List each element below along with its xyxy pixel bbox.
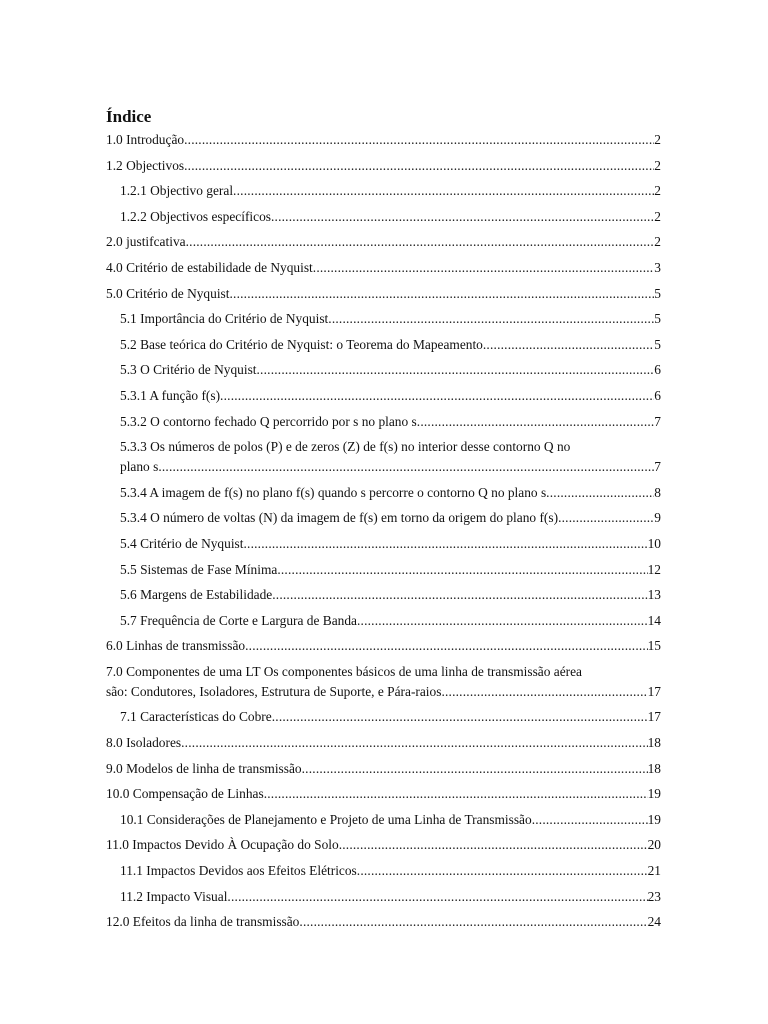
toc-page-number: 12	[647, 561, 661, 577]
toc-dot-leader	[417, 412, 655, 432]
toc-page-number: 13	[647, 587, 661, 603]
document-page	[106, 107, 661, 938]
toc-dot-leader	[233, 181, 654, 201]
toc-page-number: 7	[654, 413, 661, 429]
toc-entry[interactable]	[106, 662, 661, 702]
toc-entry[interactable]	[106, 386, 661, 406]
toc-entry-label: 8.0 Isoladores	[106, 735, 182, 751]
toc-entry-label: 7.1 Características do Cobre	[120, 709, 272, 725]
toc-page-number: 17	[647, 709, 661, 725]
toc-entry[interactable]	[106, 861, 661, 881]
toc-page-number: 17	[647, 683, 661, 699]
toc-page-number: 23	[647, 888, 661, 904]
toc-entry[interactable]	[106, 284, 661, 304]
toc-page-number: 2	[654, 157, 661, 173]
toc-entry[interactable]	[106, 181, 661, 201]
toc-entry[interactable]	[106, 258, 661, 278]
toc-page-number: 2	[654, 132, 661, 147]
toc-title: Índice	[106, 107, 152, 126]
toc-dot-leader	[302, 759, 648, 779]
toc-entry-label: 9.0 Modelos de linha de transmissão	[106, 760, 302, 776]
toc-entry[interactable]	[106, 232, 661, 252]
toc-entry-label-line1: 5.3.3 Os números de polos (P) e de zeros (Z) de f(s) no interior desse contorno Q no	[120, 439, 571, 455]
toc-entry[interactable]	[106, 560, 661, 580]
toc-page-number: 10	[647, 535, 661, 551]
toc-page-number: 5	[654, 285, 661, 301]
toc-entry-label: 11.0 Impactos Devido À Ocupação do Solo	[106, 837, 339, 853]
toc-page-number: 9	[654, 510, 661, 526]
toc-entry[interactable]	[106, 912, 661, 932]
toc-entry-label: 5.1 Importância do Critério de Nyquist	[120, 311, 329, 327]
toc-dot-leader	[243, 534, 647, 554]
toc-entry[interactable]	[106, 437, 661, 477]
toc-page-number: 2	[654, 234, 661, 250]
toc-entry-label: 1.2.2 Objectivos específicos	[120, 208, 271, 224]
toc-page-number: 5	[654, 336, 661, 352]
toc-dot-leader	[532, 810, 648, 830]
toc-entry[interactable]	[106, 784, 661, 804]
toc-page-number: 8	[654, 484, 661, 500]
toc-dot-leader	[277, 560, 647, 580]
toc-dot-leader	[184, 130, 654, 150]
toc-entry-label: 5.5 Sistemas de Fase Mínima	[120, 561, 278, 577]
toc-entry[interactable]	[106, 360, 661, 380]
toc-dot-leader	[272, 707, 648, 727]
toc-entry-label: 10.0 Compensação de Linhas	[106, 786, 264, 802]
toc-dot-leader	[483, 335, 654, 355]
toc-entry-second-line	[120, 457, 661, 477]
toc-page-number: 18	[647, 760, 661, 776]
toc-page-number: 2	[654, 183, 661, 199]
toc-entry-label: 5.7 Frequência de Corte e Largura de Banda	[120, 612, 357, 628]
toc-page-number: 7	[654, 459, 661, 475]
toc-entry[interactable]	[106, 733, 661, 753]
toc-entry-label: 5.2 Base teórica do Critério de Nyquist: o Teorema do Mapeamento	[120, 336, 483, 352]
toc-entry[interactable]	[106, 707, 661, 727]
toc-entry-label-line2: plano s	[120, 459, 159, 475]
toc-dot-leader	[158, 457, 654, 477]
toc-dot-leader	[229, 284, 654, 304]
toc-entry-label: 2.0 justifcativa	[106, 234, 186, 250]
toc-dot-leader	[184, 156, 654, 176]
toc-entry-label: 5.0 Critério de Nyquist	[106, 285, 230, 301]
toc-entry-label: 1.0 Introdução	[106, 132, 185, 147]
toc-entry-label: 5.3.2 O contorno fechado Q percorrido por s no plano s	[120, 413, 417, 429]
toc-dot-leader	[227, 887, 647, 907]
toc-entry[interactable]	[106, 309, 661, 329]
toc-page-number: 14	[647, 612, 661, 628]
toc-page-number: 2	[654, 208, 661, 224]
toc-entry-label: 1.2.1 Objectivo geral	[120, 183, 234, 199]
toc-entry-label: 6.0 Linhas de transmissão	[106, 638, 246, 654]
toc-entry[interactable]	[106, 483, 661, 503]
toc-page-number: 24	[647, 914, 661, 930]
toc-entry[interactable]	[106, 636, 661, 656]
toc-entry[interactable]	[106, 156, 661, 176]
toc-entry-label: 5.3 O Critério de Nyquist	[120, 362, 257, 378]
toc-entry[interactable]	[106, 887, 661, 907]
toc-page-number: 21	[647, 863, 661, 879]
toc-entry-label: 10.1 Considerações de Planejamento e Projeto de uma Linha de Transmissão	[120, 811, 532, 827]
toc-dot-leader	[264, 784, 648, 804]
toc-entry[interactable]	[106, 412, 661, 432]
toc-entry[interactable]	[106, 835, 661, 855]
toc-entry-label: 1.2 Objectivos	[106, 157, 185, 173]
toc-dot-leader	[220, 386, 654, 406]
toc-entry-label: 12.0 Efeitos da linha de transmissão	[106, 914, 300, 930]
toc-entry-label: 5.3.4 O número de voltas (N) da imagem de f(s) em torno da origem do plano f(s)	[120, 510, 559, 526]
toc-entry-label: 5.4 Critério de Nyquist	[120, 535, 244, 551]
toc-entry[interactable]	[106, 207, 661, 227]
toc-entry-second-line	[106, 682, 661, 702]
toc-dot-leader	[328, 309, 654, 329]
toc-dot-leader	[245, 636, 648, 656]
toc-dot-leader	[181, 733, 647, 753]
toc-entry[interactable]	[106, 508, 661, 528]
toc-page-number: 19	[647, 786, 661, 802]
toc-page-number: 19	[647, 811, 661, 827]
toc-entry-label-line1: 7.0 Componentes de uma LT Os componentes básicos de uma linha de transmissão aérea	[106, 663, 583, 679]
toc-page-number: 6	[654, 362, 661, 378]
toc-dot-leader	[299, 912, 647, 932]
toc-entry[interactable]	[106, 585, 661, 605]
toc-entry-label: 4.0 Critério de estabilidade de Nyquist	[106, 259, 313, 275]
toc-dot-leader	[441, 682, 647, 702]
toc-dot-leader	[558, 508, 654, 528]
toc-entry[interactable]	[106, 130, 661, 150]
toc-dot-leader	[339, 835, 648, 855]
toc-dot-leader	[186, 232, 655, 252]
toc-page-number: 5	[654, 311, 661, 327]
toc-dot-leader	[313, 258, 655, 278]
toc-entry-label: 5.3.4 A imagem de f(s) no plano f(s) quando s percorre o contorno Q no plano s	[120, 484, 547, 500]
toc-entry[interactable]	[106, 810, 661, 830]
toc-page-number: 20	[647, 837, 661, 853]
toc-page-number: 3	[654, 259, 661, 275]
toc-entry[interactable]	[106, 534, 661, 554]
toc-dot-leader	[272, 585, 647, 605]
toc-page-number: 6	[654, 387, 661, 403]
toc-entry-label: 5.6 Margens de Estabilidade	[120, 587, 273, 603]
toc-list	[106, 130, 661, 932]
toc-entry-label: 11.2 Impacto Visual	[120, 888, 228, 904]
toc-entry[interactable]	[106, 335, 661, 355]
toc-dot-leader	[257, 360, 655, 380]
toc-dot-leader	[357, 861, 648, 881]
toc-entry-label-line2: são: Condutores, Isoladores, Estrutura de Suporte, e Pára-raios	[106, 683, 442, 699]
toc-entry-label: 11.1 Impactos Devidos aos Efeitos Elétricos	[120, 863, 357, 879]
toc-dot-leader	[546, 483, 654, 503]
toc-page-number: 15	[647, 638, 661, 654]
toc-page-number: 18	[647, 735, 661, 751]
toc-dot-leader	[357, 611, 648, 631]
toc-entry[interactable]	[106, 611, 661, 631]
toc-entry[interactable]	[106, 759, 661, 779]
toc-dot-leader	[271, 207, 654, 227]
toc-entry-label: 5.3.1 A função f(s)	[120, 387, 221, 403]
